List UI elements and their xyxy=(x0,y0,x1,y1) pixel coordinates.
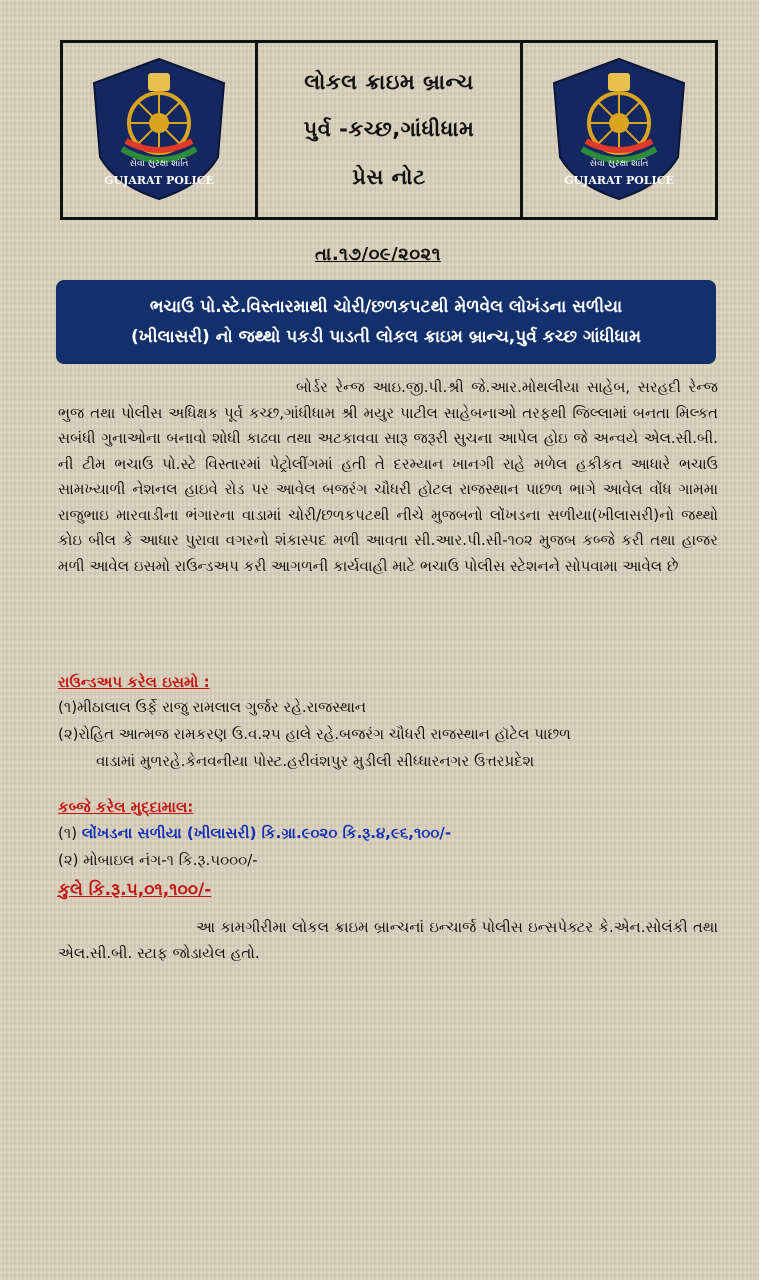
roundup-item-1: (૧)મીઠાલાલ ઉર્ફે રાજુ રામલાલ ગુર્જર રહે.રાજસ્થાન xyxy=(58,698,367,716)
seized-item-1-prefix: (૧) xyxy=(58,824,82,842)
header-title-line3: પ્રેસ નોટ xyxy=(352,164,426,189)
logo-cell-right xyxy=(523,43,715,217)
header-title-cell xyxy=(255,43,523,217)
logo-motto-right: સેવા સુરક્ષા શાંતિ xyxy=(589,159,649,169)
right-margin xyxy=(759,0,773,1280)
roundup-item-2-line2: વાડામાં મુળરહે.કેનવનીયા પોસ્ટ.હરીવંશપુર મુડીલી સીધ્ધારનગર ઉત્તરપ્રદેશ xyxy=(96,752,535,770)
seized-item-1-detail: કિ.ગ્રા.૯૦૨૦ કિ.રૂ.૪,૯૬,૧૦૦/- xyxy=(256,824,452,842)
roundup-item-2-line1: (૨)રોહિત આત્મજ રામકરણ ઉ.વ.૨૫ હાલે રહે.બજરંગ ચૌધરી રાજસ્થાન હૉટેલ પાછળ xyxy=(58,725,571,743)
headline-banner xyxy=(56,280,716,364)
seized-total: કુલે કિ.રૂ.૫,૦૧,૧૦૦/- xyxy=(58,880,212,900)
gujarat-police-logo xyxy=(82,53,236,207)
seized-item-1 xyxy=(58,824,451,842)
seized-item-2: (૨) મોબાઇલ નંગ-૧ કિ.રૂ.૫૦૦૦/- xyxy=(58,851,258,869)
header-title-line1: લોકલ ક્રાઇમ બ્રાન્ચ xyxy=(304,70,474,95)
logo-cell-left xyxy=(63,43,255,217)
body-paragraph: બોર્ડર રેન્જ આઇ.જી.પી.શ્રી જે.આર.મોથલીયા સાહેબ, સરહદી રેન્જ ભુજ તથા પોલીસ અધિક્ષક પૂર્વ કચ્છ,ગાંધીધામ શ્રી મયુર પાટીલ સાહેબનાઓ તરફથી જિલ્લામાં બનતા મિલ્કત સબંધી ગુનાઓના બનાવો શોધી કાઢવા તથા અટકાવવા સારૂ જરૂરી સુચના આપેલ હોઇ જે અન્વયે એલ.સી.બી. ની ટીમ ભચાઉ પો.સ્ટે વિસ્તારમાં પેટ્રોલીંગમાં હતી તે દરમ્યાન ખાનગી રાહે મળેલ હકીકત આધારે ભચાઉ સામખ્યાળી નેશનલ હાઇવે રોડ પર આવેલ બજરંગ ચૌધરી હોટલ રાજસ્થાન પાછળ ભાગે આવેલ વોંધ ગામમા રાજુભાઇ મારવાડીના ભંગારના વાડામાં ચોરી/છળકપટથી નીચે મુજબનો લોંખડના સળીયા(ખીલાસરી)નો જથ્થો કોઇ બીલ કે આધાર પુરાવા વગરનો શંકાસ્પદ મળી આવતા સી.આર.પી.સી-૧૦૨ મુજબ કબ્જે કરી તથા હાજર મળી આવેલ ઇસમો રાઉન્ડઅપ કરી આગળની કાર્યવાહી માટે ભચાઉ પોલીસ સ્ટેશનને સોપવામા આવેલ છે xyxy=(58,378,718,575)
header-box xyxy=(60,40,718,220)
roundup-section-title: રાઉન્ડઅપ કરેલ ઇસમો : xyxy=(58,673,210,691)
gujarat-police-logo xyxy=(542,53,696,207)
logo-motto-left: સેવા સુરક્ષા શાંતિ xyxy=(129,159,189,169)
logo-text-right: GUJARAT POLICE xyxy=(564,174,674,187)
seized-item-1-name: લોંખડના સળીયા (ખીલાસરી) xyxy=(81,824,257,842)
header-title-line2: પુર્વ -કચ્છ,ગાંધીધામ xyxy=(303,117,475,142)
headline-line1: ભચાઉ પો.સ્ટે.વિસ્તારમાથી ચોરી/છળકપટથી મેળવેલ લોખંડના સળીયા xyxy=(149,297,623,317)
press-note-date: તા.૧૭/૦૯/૨૦૨૧ xyxy=(315,244,441,265)
logo-text-left: GUJARAT POLICE xyxy=(104,174,214,187)
headline-line2: (ખીલાસરી) નો જથ્થો પકડી પાડતી લોકલ ક્રાઇમ બ્રાન્ચ,પુર્વ કચ્છ ગાંધીધામ xyxy=(131,327,641,347)
closing-paragraph: આ કામગીરીમા લોકલ ક્રાઇમ બ્રાન્ચનાં ઇન્ચાર્જ પોલીસ ઇન્સપેક્ટર કે.એન.સોલંકી તથા એલ.સી.બી. સ્ટાફ જોડાયેલ હતો. xyxy=(58,918,718,962)
seized-section-title: કબ્જે કરેલ મુદ્દામાલ: xyxy=(58,798,194,816)
